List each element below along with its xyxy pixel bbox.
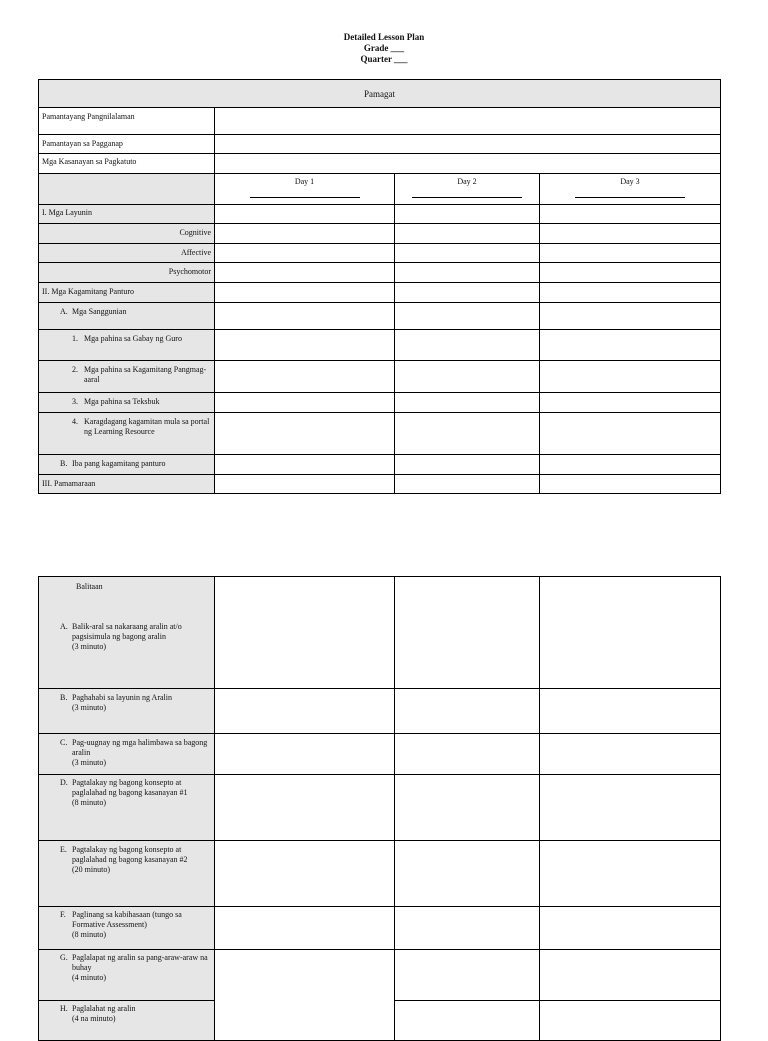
input-cell[interactable]	[395, 455, 540, 475]
row-label-mga-layunin: I. Mga Layunin	[39, 205, 215, 224]
row-label-B	[39, 689, 215, 734]
input-cell[interactable]	[395, 244, 540, 263]
input-cell[interactable]	[215, 108, 721, 135]
input-cell[interactable]	[215, 330, 395, 361]
input-cell[interactable]	[215, 455, 395, 475]
list-marker: C.	[60, 738, 68, 747]
list-text: Paglalapat ng aralin sa pang-araw-araw na buhay	[72, 953, 208, 972]
list-marker: 4.	[72, 417, 78, 426]
row-label-affective: Affective	[39, 244, 215, 263]
list-text: Pagtalakay ng bagong konsepto at paglalahad ng bagong kasanayan #2	[72, 845, 188, 864]
input-cell[interactable]	[395, 475, 540, 494]
day1-header	[215, 174, 395, 205]
list-text: Paghahabi sa layunin ng Aralin	[72, 693, 172, 702]
input-cell[interactable]	[395, 734, 540, 775]
input-cell[interactable]	[395, 205, 540, 224]
input-cell[interactable]	[395, 577, 540, 689]
input-cell[interactable]	[395, 841, 540, 907]
list-marker: A.	[60, 622, 68, 631]
input-cell[interactable]	[540, 475, 721, 494]
input-cell[interactable]	[540, 283, 721, 303]
row-label-cognitive: Cognitive	[39, 224, 215, 244]
list-marker: B.	[60, 693, 68, 702]
input-cell[interactable]	[215, 361, 395, 393]
day2-date-line	[412, 189, 522, 198]
list-marker: 3.	[72, 397, 78, 406]
row-label-F	[39, 907, 215, 950]
list-time: (8 minuto)	[72, 798, 106, 807]
input-cell[interactable]	[215, 263, 395, 283]
row-label-pamamaraan: III. Pamamaraan	[39, 475, 215, 494]
list-marker: 2.	[72, 365, 78, 374]
doc-title: Detailed Lesson Plan	[343, 32, 425, 42]
day3-label: Day 3	[620, 177, 640, 186]
list-time: (8 minuto)	[72, 930, 106, 939]
input-cell[interactable]	[215, 577, 395, 689]
list-text: Balik-aral sa nakaraang aralin at/o pagsisimula ng bagong aralin	[72, 622, 182, 641]
list-text: Karagdagang kagamitan mula sa portal ng Learning Resource	[84, 417, 210, 436]
input-cell[interactable]	[395, 950, 540, 1001]
row-label-psychomotor: Psychomotor	[39, 263, 215, 283]
input-cell[interactable]	[540, 455, 721, 475]
input-cell[interactable]	[540, 841, 721, 907]
input-cell-merged[interactable]	[215, 950, 395, 1041]
input-cell[interactable]	[395, 361, 540, 393]
input-cell[interactable]	[540, 775, 721, 841]
input-cell[interactable]	[215, 841, 395, 907]
input-cell[interactable]	[215, 413, 395, 455]
list-text: Mga pahina sa Teksbuk	[84, 397, 160, 406]
list-marker: D.	[60, 778, 68, 787]
row-label-A	[39, 577, 215, 689]
input-cell[interactable]	[540, 303, 721, 330]
input-cell[interactable]	[540, 907, 721, 950]
list-time: (3 minuto)	[72, 758, 106, 767]
input-cell[interactable]	[215, 244, 395, 263]
input-cell[interactable]	[540, 205, 721, 224]
list-marker: H.	[60, 1004, 68, 1013]
row-label-item2	[39, 361, 215, 393]
input-cell[interactable]	[540, 224, 721, 244]
input-cell[interactable]	[395, 303, 540, 330]
day1-label: Day 1	[294, 177, 315, 186]
input-cell[interactable]	[215, 303, 395, 330]
input-cell[interactable]	[215, 393, 395, 413]
list-marker: F.	[60, 910, 66, 919]
input-cell[interactable]	[395, 263, 540, 283]
list-text: Paglalahat ng aralin	[72, 1004, 136, 1013]
row-label-E	[39, 841, 215, 907]
list-text: Paglinang sa kabihasaan (tungo sa Formative Assessment)	[72, 910, 182, 929]
row-label-D	[39, 775, 215, 841]
row-label-kagamitang-panturo: II. Mga Kagamitang Panturo	[39, 283, 215, 303]
input-cell[interactable]	[215, 907, 395, 950]
list-time: (3 minuto)	[72, 703, 106, 712]
list-marker: 1.	[72, 334, 78, 343]
day2-header	[395, 174, 540, 205]
input-cell[interactable]	[540, 244, 721, 263]
list-text: Mga pahina sa Gabay ng Guro	[84, 334, 182, 343]
row-label-C	[39, 734, 215, 775]
input-cell[interactable]	[540, 413, 721, 455]
row-label-item3	[39, 393, 215, 413]
input-cell[interactable]	[540, 330, 721, 361]
row-label-G	[39, 950, 215, 1001]
input-cell[interactable]	[395, 330, 540, 361]
list-text: Mga pahina sa Kagamitang Pangmag-aaral	[84, 365, 207, 384]
list-time: (20 minuto)	[72, 865, 110, 874]
input-cell[interactable]	[215, 775, 395, 841]
day3-header	[540, 174, 721, 205]
input-cell[interactable]	[395, 224, 540, 244]
input-cell[interactable]	[395, 283, 540, 303]
input-cell[interactable]	[540, 950, 721, 1001]
input-cell[interactable]	[395, 1001, 540, 1041]
input-cell[interactable]	[215, 154, 721, 174]
list-time: (4 na minuto)	[72, 1014, 116, 1023]
list-text: Pag-uugnay ng mga halimbawa sa bagong aralin	[72, 738, 208, 757]
day2-label: Day 2	[457, 177, 477, 186]
list-text: Iba pang kagamitang panturo	[72, 459, 166, 468]
list-marker: A.	[60, 307, 68, 316]
row-label-item4	[39, 413, 215, 455]
list-marker: B.	[60, 459, 68, 468]
list-time: (4 minuto)	[72, 973, 106, 982]
input-cell[interactable]	[395, 689, 540, 734]
input-cell[interactable]	[540, 263, 721, 283]
list-marker: E.	[60, 845, 67, 854]
lesson-plan-table-top	[38, 79, 721, 494]
day-header-blank	[39, 174, 215, 205]
day3-date-line	[575, 189, 685, 198]
input-cell[interactable]	[540, 734, 721, 775]
row-label-pamantayang-pangnilalaman: Pamantayang Pangnilalaman	[39, 108, 215, 135]
balitaan-label: Balitaan	[76, 582, 103, 591]
list-text: Pagtalakay ng bagong konsepto at paglalahad ng bagong kasanayan #1	[72, 778, 188, 797]
input-cell[interactable]	[395, 775, 540, 841]
row-label-pamantayan-sa-pagganap: Pamantayan sa Pagganap	[39, 135, 215, 154]
input-cell[interactable]	[540, 1001, 721, 1041]
input-cell[interactable]	[540, 689, 721, 734]
input-cell[interactable]	[395, 393, 540, 413]
input-cell[interactable]	[540, 393, 721, 413]
list-time: (3 minuto)	[72, 642, 106, 651]
input-cell[interactable]	[215, 224, 395, 244]
input-cell[interactable]	[215, 283, 395, 303]
input-cell[interactable]	[215, 689, 395, 734]
day1-date-line	[250, 189, 360, 198]
row-label-item1	[39, 330, 215, 361]
doc-grade: Grade ___	[363, 43, 405, 53]
input-cell[interactable]	[540, 361, 721, 393]
input-cell[interactable]	[215, 205, 395, 224]
doc-quarter: Quarter ___	[360, 54, 408, 64]
row-label-mga-kasanayan: Mga Kasanayan sa Pagkatuto	[39, 154, 215, 174]
list-text: Mga Sanggunian	[72, 307, 127, 316]
input-cell[interactable]	[215, 734, 395, 775]
pamagat-title: Pamagat	[39, 80, 721, 108]
input-cell[interactable]	[540, 577, 721, 689]
row-label-H	[39, 1001, 215, 1041]
row-label-sanggunian	[39, 303, 215, 330]
input-cell[interactable]	[395, 907, 540, 950]
input-cell[interactable]	[215, 475, 395, 494]
document-header	[0, 32, 768, 65]
input-cell[interactable]	[395, 413, 540, 455]
list-marker: G.	[60, 953, 68, 962]
input-cell[interactable]	[215, 135, 721, 154]
row-label-iba-pang	[39, 455, 215, 475]
lesson-plan-table-procedures	[38, 576, 721, 1041]
